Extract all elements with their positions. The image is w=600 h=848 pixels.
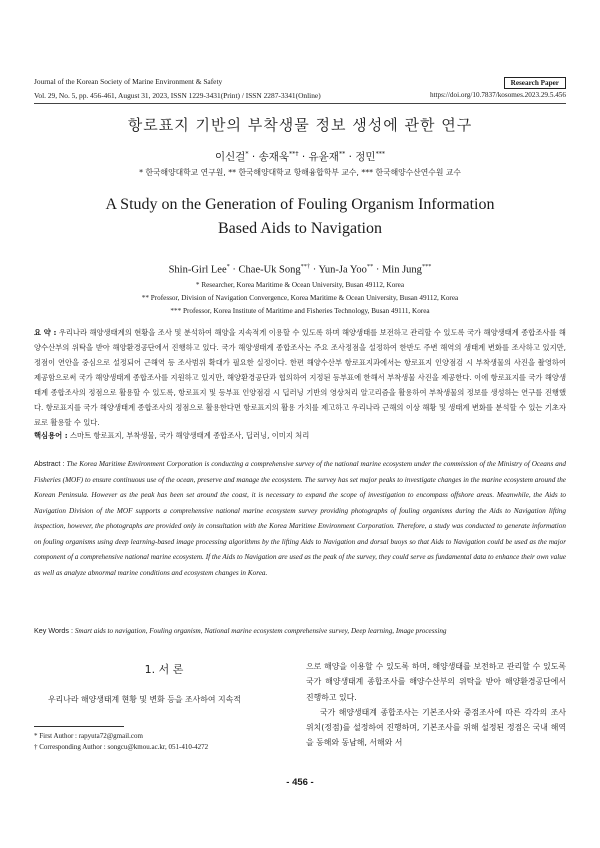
author-name: 이신걸: [214, 151, 246, 163]
author-separator: ·: [375, 264, 380, 276]
korean-abstract: [34, 325, 566, 430]
author-mark: ***: [375, 150, 386, 158]
first-author-footnote: * First Author : rapyuta72@gmail.com: [34, 732, 143, 740]
corresponding-author-footnote: † Corresponding Author : songcu@kmou.ac.kr, 051-410-4272: [34, 743, 209, 751]
author-name: Shin-Girl Lee: [168, 264, 227, 276]
intro-left-column: 우리나라 해양생태계 현황 및 변화 등을 조사하여 지속적: [48, 695, 241, 704]
english-keywords-label: Key Words :: [34, 626, 74, 635]
korean-title: 항로표지 기반의 부착생물 정보 생성에 관한 연구: [127, 116, 473, 134]
page-number: - 456 -: [286, 777, 314, 788]
author-mark: ***: [421, 263, 432, 270]
korean-abstract-label: 요 약 :: [34, 328, 57, 337]
english-keywords: [34, 626, 447, 635]
doi-link[interactable]: https://doi.org/10.7837/kosomes.2023.29.5.456: [429, 91, 566, 99]
author-name: 송재욱: [258, 151, 290, 163]
author-name: Chae-Uk Song: [238, 264, 301, 276]
english-title-line2: Based Aids to Navigation: [218, 220, 382, 237]
author-name: Min Jung: [381, 264, 422, 276]
intro-right-column: [306, 659, 566, 751]
author-separator: ·: [251, 151, 256, 163]
korean-keywords-label: 핵심용어 :: [34, 431, 68, 440]
author-name: 유윤재: [308, 151, 339, 163]
english-abstract-label: Abstract :: [34, 459, 65, 468]
english-affiliation-3: *** Professor, Korea Institute of Maritime and Fisheries Technology, Busan 49111, Korea: [170, 307, 430, 315]
korean-affiliation: * 한국해양대학교 연구원, ** 한국해양대학교 항해융합학부 교수, *** 한국해양수산연수원 교수: [139, 168, 461, 177]
author-mark: **†: [300, 263, 311, 270]
korean-abstract-text: 우리나라 해양생태계의 현황을 조사 및 분석하여 해양을 지속적게 이용할 수 있도록 하며 해양생태를 보전하고 관리할 수 있도록 국가 해양생태계 종합조사를 해양수산부의 위탁을 받아 해양환경공단에서 진행하고 있다. 국가 해양생태계 종합조사는 주요 조사정점을 설정하여 한반도 주변 해역의 생태계 변화를 조사하고 있지만, 정점이 연안을 중심으로 설정되어 근해역 등 조사범위 확대가 필요한 실정이다. 한편 해양수산부 항로표지과에서는 항로표지 인양점검 시 부착생물의 사진을 촬영하여 제공함으로써 국가 해양생태계 종합조사를 지원하고 있지만, 해양환경공단과 협의하여 지정된 등부표에 한해서 부착생물 사진을 제공한다. 이에 항로표지를 국가 해양생태계 종합조사의 정점으로 활용할 수 있도록, 항로표지 및 등부표 인양점검 시 딥러닝 기반의 영상처리 알고리즘을 활용하여 부착생물의 정보를 생성하는 연구를 진행했다. 항로표지를 국가 해양생태계 종합조사의 정점으로 활용한다면 항로표지의 활용 가치를 제고하고 우리나라 근해의 이상 해황 및 생태계 변화를 분석할 수 있는 기초자료로 활용할 수 있다.: [34, 328, 566, 427]
author-mark: *: [245, 150, 249, 158]
author-mark: **: [366, 263, 374, 270]
author-separator: ·: [348, 151, 352, 163]
korean-authors: [0, 149, 600, 164]
author-mark: **†: [289, 150, 299, 158]
author-mark: **: [338, 150, 346, 158]
author-name: 정민: [355, 151, 376, 163]
intro-paragraph-1: 으로 해양을 이용할 수 있도록 하며, 해양생태를 보전하고 관리할 수 있도록 국가 해양생태계 종합조사를 해양수산부의 위탁을 받아 해양환경공단에서 진행하고 있다.: [306, 662, 566, 702]
author-name: Yun-Ja Yoo: [318, 264, 367, 276]
footnote-rule: [34, 726, 124, 727]
volume-issn-line: Vol. 29, No. 5, pp. 456-461, August 31, 2023, ISSN 1229-3431(Print) / ISSN 2287-3341(Online): [34, 91, 321, 100]
english-abstract-text: The Korea Maritime Environment Corporation is conducting a comprehensive survey of the national marine ecosystem under the commission of the Ministry of Oceans and Fisheries (MOF) to ensure continuous use of the ocean, preserve and manage the ecosystem. The survey has set major peaks to investigate changes in the marine ecosystem around the Korean Peninsula. However as the peak has been set around the coast, it is necessary to expand the scope of investigation to encompass offshore areas. Meanwhile, the Aids to Navigation Division of the MOF supports a comprehensive national marine ecosystem survey providing photographs of fouling organisms during the Aids to Navigation lifting inspection, however, the photographs are provided only in consultation with the Korea Maritime Environment Corporation. Therefore, a study was conducted to generate information on fouling organisms using deep learning-based image processing algorithms by the lifting Aids to Navigation and dorsal buoys so that Aids to Navigation could be used as the major component of a comprehensive national marine ecosystem. If the Aids to Navigation are used as the peak of the survey, they could serve as fundamental data to enhance their own value as well as analyze abnormal marine conditions and ecosystem changes in Korea.: [34, 460, 567, 577]
english-authors: [0, 263, 600, 276]
author-mark: *: [226, 263, 230, 270]
research-paper-badge: Research Paper: [504, 77, 566, 89]
intro-paragraph-2: 국가 해양생태계 종합조사는 기본조사와 중점조사에 따른 각각의 조사위치(정점)를 설정하여 진행하며, 기본조사를 위해 설정된 정점은 국내 해역을 동해와 동남해, 서해와 서: [306, 707, 566, 748]
header-rule: [34, 103, 566, 104]
english-abstract: [34, 456, 566, 581]
korean-keywords-text: 스마트 항로표지, 부착생물, 국가 해양생태계 종합조사, 딥러닝, 이미지 처리: [69, 431, 310, 440]
english-title-line1: A Study on the Generation of Fouling Organism Information: [105, 196, 495, 213]
english-keywords-text: Smart aids to navigation, Fouling organism, National marine ecosystem comprehensive survey, Deep learning, Image processing: [74, 627, 447, 635]
section-heading: 1. 서 론: [144, 663, 184, 676]
journal-name: Journal of the Korean Society of Marine Environment & Safety: [34, 77, 223, 86]
english-affiliation-1: * Researcher, Korea Maritime & Ocean University, Busan 49112, Korea: [195, 281, 405, 289]
korean-keywords: [34, 431, 309, 441]
english-affiliation-2: ** Professor, Division of Navigation Convergence, Korea Maritime & Ocean University, Busan 49112, Korea: [141, 294, 459, 302]
author-separator: ·: [312, 264, 317, 276]
author-separator: ·: [301, 151, 306, 163]
author-separator: ·: [232, 264, 236, 276]
